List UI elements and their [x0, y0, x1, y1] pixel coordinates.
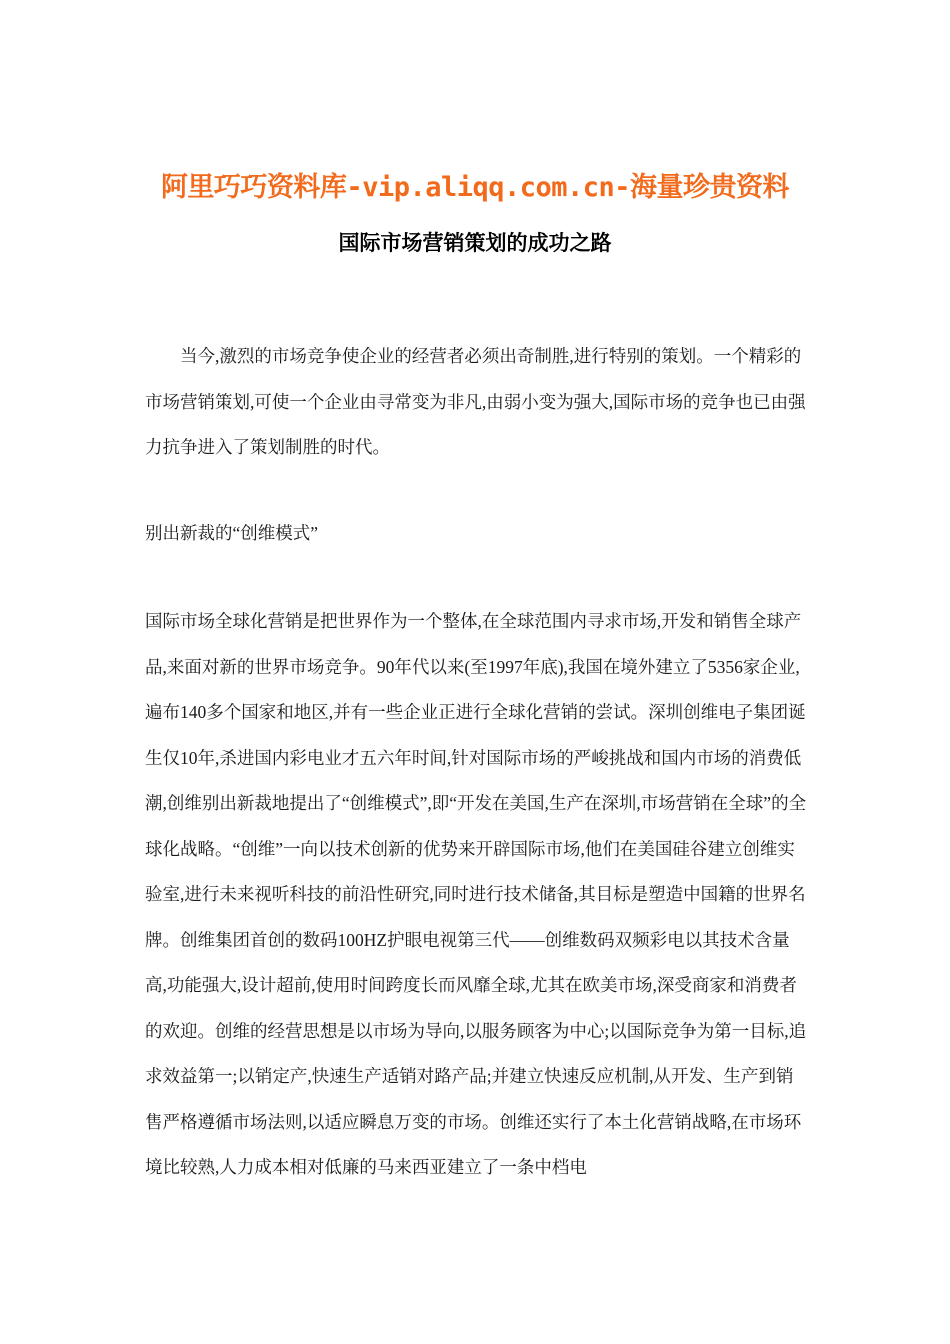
body-paragraph: 国际市场全球化营销是把世界作为一个整体,在全球范围内寻求市场,开发和销售全球产品,来面对新的世界市场竞争。90年代以来(至1997年底),我国在境外建立了5356家企业,遍布140多个国家和地区,并有一些企业正进行全球化营销的尝试。深圳创维电子集团诞生仅10年,杀进国内彩电业才五六年时间,针对国际市场的严峻挑战和国内市场的消费低潮,创维别出新裁地提出了“创维模式”,即“开发在美国,生产在深圳,市场营销在全球”的全球化战略。“创维”一向以技术创新的优势来开辟国际市场,他们在美国硅谷建立创维实验室,进行未来视听科技的前沿性研究,同时进行技术储备,其目标是塑造中国籍的世界名牌。创维集团首创的数码100HZ护眼电视第三代——创维数码双频彩电以其技术含量高,功能强大,设计超前,使用时间跨度长而风靡全球,尤其在欧美市场,深受商家和消费者的欢迎。创维的经营思想是以市场为导向,以服务顾客为中心;以国际竞争为第一目标,追求效益第一;以销定产,快速生产适销对路产品;并建立快速反应机制,从开发、生产到销售严格遵循市场法则,以适应瞬息万变的市场。创维还实行了本土化营销战略,在市场环境比较熟,人力成本相对低廉的马来西亚建立了一条中档电 — [145, 611, 807, 1177]
intro-paragraph: 当今,激烈的市场竞争使企业的经营者必须出奇制胜,进行特别的策划。一个精彩的市场营销策划,可使一个企业由寻常变为非凡,由弱小变为强大,国际市场的竞争也已由强力抗争进入了策划制胜的时代。 — [145, 346, 806, 457]
document-title: 国际市场营销策划的成功之路 — [338, 231, 612, 255]
section-heading: 别出新裁的“创维模式” — [145, 523, 319, 543]
watermark-banner: 阿里巧巧资料库-vip.aliqq.com.cn-海量珍贵资料 — [160, 172, 790, 203]
